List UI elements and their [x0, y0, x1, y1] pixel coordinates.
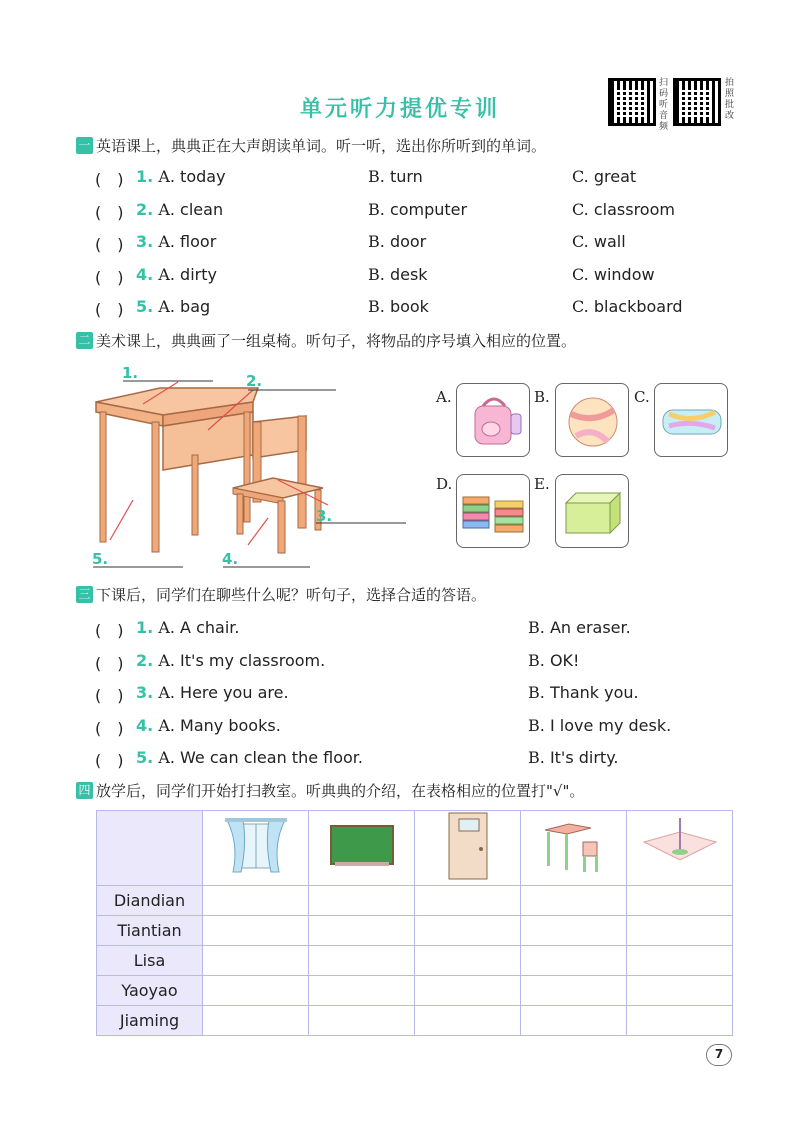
option-b: B. book	[368, 297, 429, 316]
section1-badge: 一	[76, 137, 93, 154]
answer-paren[interactable]: ( )	[95, 654, 124, 673]
box-icon	[555, 474, 629, 548]
section3-instruction: 下课后，同学们在聊些什么呢？听句子，选择合适的答语。	[96, 586, 487, 604]
blank-label-4: 4.	[222, 550, 239, 568]
section1-instruction: 英语课上，典典正在大声朗读单词。听一听，选出你所听到的单词。	[96, 137, 547, 155]
option-c: C. great	[572, 167, 637, 186]
pencil-box-icon	[654, 383, 728, 457]
table-corner	[97, 811, 203, 886]
option-b: B. OK!	[528, 651, 580, 670]
option-c: C. classroom	[572, 200, 675, 219]
section4-instruction: 放学后，同学们开始打扫教室。听典典的介绍，在表格相应的位置打"√"。	[96, 782, 585, 800]
blank-label-3: 3.	[316, 507, 333, 525]
section3-heading	[76, 584, 486, 605]
qr-label-grading: 拍照批改	[725, 78, 735, 121]
blackboard-icon	[309, 811, 415, 886]
option-b: B. door	[368, 232, 427, 251]
question-number: 5. A. bag	[136, 297, 211, 316]
answer-paren[interactable]: ( )	[95, 751, 124, 770]
option-b: B. It's dirty.	[528, 748, 619, 767]
question-number: 2. A. clean	[136, 200, 224, 219]
section4-heading	[76, 780, 584, 801]
books-icon	[456, 474, 530, 548]
option-c: C. window	[572, 265, 655, 284]
question-number: 1. A. today	[136, 167, 226, 186]
student-name: Yaoyao	[97, 976, 203, 1006]
qr-label-audio: 扫码听音频	[659, 78, 669, 132]
answer-paren[interactable]: ( )	[95, 235, 124, 254]
option-a: 2. A. It's my classroom.	[136, 651, 326, 670]
card-c-label: C.	[634, 388, 650, 406]
question-number: 3. A. floor	[136, 232, 217, 251]
blank-label-2: 2.	[246, 372, 263, 390]
blank-label-1: 1.	[122, 364, 139, 382]
page-number: 7	[706, 1044, 732, 1066]
answer-paren[interactable]: ( )	[95, 686, 124, 705]
answer-paren[interactable]: ( )	[95, 268, 124, 287]
card-e-label: E.	[534, 475, 550, 493]
door-icon	[415, 811, 521, 886]
floor-mop-icon	[627, 811, 733, 886]
card-a-label: A.	[436, 388, 452, 406]
card-b-label: B.	[534, 388, 550, 406]
answer-paren[interactable]: ( )	[95, 170, 124, 189]
answer-paren[interactable]: ( )	[95, 719, 124, 738]
answer-paren[interactable]: ( )	[95, 621, 124, 640]
student-name: Tiantian	[97, 916, 203, 946]
option-a: 3. A. Here you are.	[136, 683, 289, 702]
section2-instruction: 美术课上，典典画了一组桌椅。听句子，将物品的序号填入相应的位置。	[96, 332, 577, 350]
desk-chair-icon	[521, 811, 627, 886]
student-name: Lisa	[97, 946, 203, 976]
section4-badge: 四	[76, 782, 93, 799]
section3-badge: 三	[76, 586, 93, 603]
option-b: B. An eraser.	[528, 618, 631, 637]
option-a: 4. A. Many books.	[136, 716, 281, 735]
section2-heading	[76, 330, 576, 351]
option-b: B. I love my desk.	[528, 716, 672, 735]
qr-code-audio[interactable]	[608, 78, 656, 126]
option-b: B. Thank you.	[528, 683, 639, 702]
option-b: B. turn	[368, 167, 423, 186]
answer-paren[interactable]: ( )	[95, 203, 124, 222]
option-c: C. wall	[572, 232, 626, 251]
window-icon	[203, 811, 309, 886]
option-b: B. computer	[368, 200, 468, 219]
student-name: Diandian	[97, 886, 203, 916]
ball-icon	[555, 383, 629, 457]
qr-code-grading[interactable]	[673, 78, 721, 126]
option-a: 5. A. We can clean the floor.	[136, 748, 363, 767]
option-a: 1. A. A chair.	[136, 618, 240, 637]
option-b: B. desk	[368, 265, 428, 284]
page-title: 单元听力提优专训	[299, 97, 500, 122]
card-d-label: D.	[436, 475, 453, 493]
student-name: Jiaming	[97, 1006, 203, 1036]
section2-badge: 二	[76, 332, 93, 349]
desk-chair-illustration	[88, 360, 418, 575]
question-number: 4. A. dirty	[136, 265, 217, 284]
option-c: C. blackboard	[572, 297, 683, 316]
cleaning-table	[96, 810, 733, 1036]
school-bag-icon	[456, 383, 530, 457]
blank-label-5: 5.	[92, 550, 109, 568]
answer-paren[interactable]: ( )	[95, 300, 124, 319]
section1-heading	[76, 135, 546, 156]
